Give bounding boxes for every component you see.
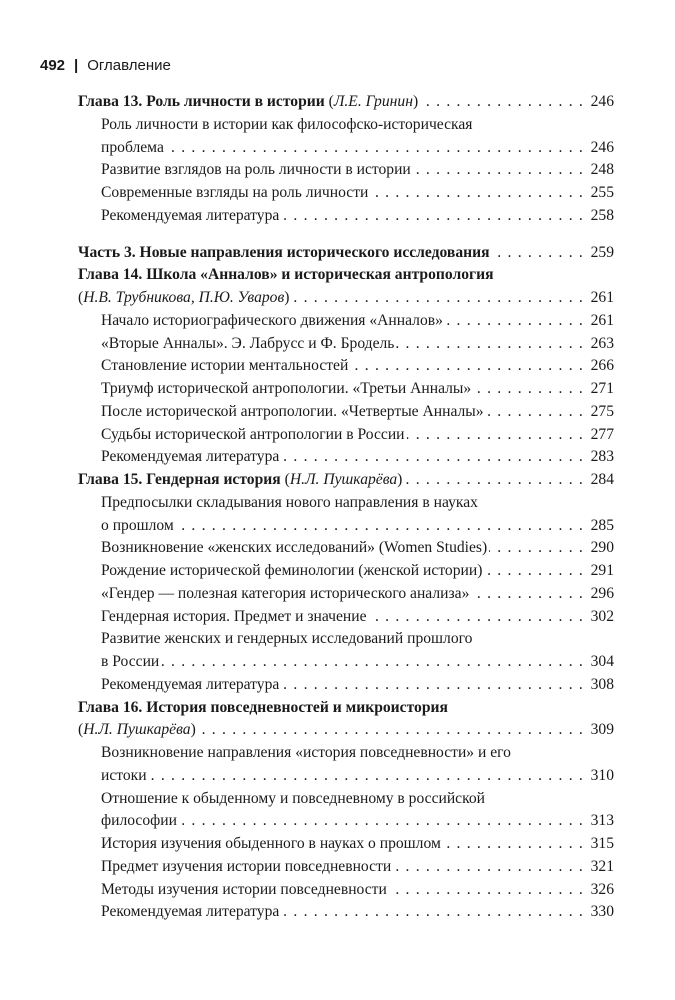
- dot-leader: [350, 355, 584, 378]
- chapter-heading: [78, 91, 418, 114]
- toc-line: [101, 651, 614, 674]
- subsection-title: Возникновение «женских исследований» (Women Studies): [101, 539, 488, 557]
- subsection-title: Роль личности в истории как философско-историческая: [101, 115, 473, 133]
- dot-leader: [489, 537, 584, 560]
- page-number: 330: [590, 903, 614, 921]
- subsection-title: Рекомендуемая литература: [101, 675, 280, 693]
- toc-entry-sub[interactable]: [78, 182, 614, 205]
- dot-leader: [445, 310, 584, 333]
- subsection-title: Триумф исторической антропологии. «Третьи Анналы»: [101, 380, 472, 397]
- toc-entry-sub[interactable]: [78, 537, 614, 560]
- paren: (: [78, 721, 84, 739]
- page-number: 246: [590, 138, 614, 156]
- subsection-title: философии: [101, 812, 177, 830]
- subsection-title: Гендерная история. Предмет и значение: [101, 607, 367, 625]
- page-number: 284: [590, 471, 614, 488]
- toc-line: [101, 378, 614, 401]
- toc-line: [101, 537, 614, 560]
- dot-leader: [393, 856, 584, 879]
- toc-entry-sub[interactable]: [78, 378, 614, 401]
- subsection-title: Рекомендуемая литература: [101, 206, 280, 224]
- dot-leader: [161, 651, 584, 674]
- toc-entry-sub[interactable]: [78, 674, 614, 697]
- chapter-author: Н.В. Трубникова, П.Ю. Уваров: [83, 289, 285, 306]
- paren: (: [284, 471, 290, 488]
- dot-leader: [166, 137, 584, 160]
- toc-line: [78, 91, 614, 114]
- subsection-title: истоки: [101, 766, 147, 784]
- author-group: [78, 289, 289, 306]
- toc-entry-sub[interactable]: [78, 492, 614, 538]
- dot-leader: [281, 446, 584, 469]
- toc-line: [101, 205, 614, 228]
- chapter-title: Глава 14. Школа «Анналов» и историческая антропология: [78, 266, 494, 284]
- toc-entry-sub[interactable]: [78, 628, 614, 674]
- part-title: Часть 3. Новые направления исторического исследования: [78, 243, 490, 261]
- toc-entry-sub[interactable]: [78, 446, 614, 469]
- dot-leader: [389, 879, 584, 902]
- toc-entry-sub[interactable]: [78, 856, 614, 879]
- dot-leader: [407, 424, 584, 447]
- page-number: 290: [590, 539, 614, 557]
- toc-line: [101, 310, 614, 333]
- dot-leader: [443, 833, 584, 856]
- page-number: 263: [590, 334, 614, 352]
- subsection-title: «Вторые Анналы». Э. Лабрусс и Ф. Бродель: [101, 334, 395, 352]
- page-number: 261: [590, 311, 614, 329]
- toc-line: [101, 583, 614, 606]
- chapter-heading: [78, 469, 402, 492]
- subsection-title: «Гендер — полезная категория исторического анализа»: [101, 584, 470, 602]
- page-number: 261: [590, 289, 614, 306]
- subsection-title: о прошлом: [101, 516, 174, 534]
- toc-line: [101, 355, 614, 378]
- page-number: 310: [590, 766, 614, 784]
- running-header: [40, 57, 171, 74]
- toc-entry-sub[interactable]: [78, 901, 614, 924]
- toc-entry-chapter[interactable]: [78, 91, 614, 114]
- subsection-title: Становление истории ментальностей: [101, 357, 349, 375]
- page-number: 304: [590, 653, 614, 670]
- dot-leader: [369, 606, 585, 629]
- dot-leader: [281, 674, 584, 697]
- toc-entry-chapter[interactable]: [78, 469, 614, 492]
- toc-line: [78, 469, 614, 492]
- toc-entry-sub[interactable]: [78, 333, 614, 356]
- toc-entry-sub[interactable]: [78, 159, 614, 182]
- chapter-author-line: [78, 287, 289, 310]
- toc-entry-sub[interactable]: [78, 205, 614, 228]
- toc-line: [78, 697, 614, 720]
- subsection-title: Рекомендуемая литература: [101, 903, 280, 921]
- subsection-title: в России: [101, 653, 160, 670]
- page-number: 283: [590, 448, 614, 466]
- page-number: 248: [590, 161, 614, 179]
- toc-entry-sub[interactable]: [78, 606, 614, 629]
- toc-entry-sub[interactable]: [78, 114, 614, 160]
- dot-leader: [198, 719, 584, 742]
- toc-entry-sub[interactable]: [78, 355, 614, 378]
- toc-line: [101, 788, 614, 811]
- chapter-author-line: [78, 719, 196, 742]
- dot-leader: [484, 560, 584, 583]
- subsection-title: Рождение исторической феминологии (женской истории): [101, 562, 483, 579]
- toc-line: [101, 401, 614, 424]
- dot-leader: [281, 205, 584, 228]
- page-number: 302: [590, 607, 614, 625]
- dot-leader: [486, 401, 584, 424]
- subsection-title: Начало историографического движения «Анналов»: [101, 311, 443, 329]
- toc-line: [101, 606, 614, 629]
- dot-leader: [149, 765, 584, 788]
- chapter-title: Глава 16. История повседневностей и микроистория: [78, 698, 448, 716]
- dot-leader: [404, 469, 584, 492]
- subsection-title: Развитие женских и гендерных исследований прошлого: [101, 630, 473, 648]
- toc-line: [101, 674, 614, 697]
- toc-line: [101, 182, 614, 205]
- toc-line: [78, 719, 614, 742]
- subsection-title: Современные взгляды на роль личности: [101, 184, 369, 201]
- page-number: 258: [590, 206, 614, 224]
- page-number: 266: [590, 357, 614, 375]
- toc-entry-sub[interactable]: [78, 583, 614, 606]
- chapter-author: Л.Е. Гринин: [333, 93, 413, 110]
- dot-leader: [179, 810, 584, 833]
- dot-leader: [492, 242, 584, 265]
- subsection-title: История изучения обыденного в науках о прошлом: [101, 835, 441, 852]
- dot-leader: [176, 515, 584, 538]
- toc-entry-sub[interactable]: [78, 879, 614, 902]
- chapter-author: Н.Л. Пушкарёва: [289, 471, 398, 488]
- toc-line: [101, 159, 614, 182]
- toc-line: [101, 424, 614, 447]
- toc-line: [101, 765, 614, 788]
- subsection-title: Предмет изучения истории повседневности: [101, 857, 392, 875]
- toc-line: [101, 492, 614, 515]
- toc-entry-sub[interactable]: [78, 424, 614, 447]
- toc-entry-sub[interactable]: [78, 742, 614, 788]
- toc-line: [78, 287, 614, 310]
- subsection-title: После исторической антропологии. «Четвертые Анналы»: [101, 402, 484, 420]
- toc-entry-part[interactable]: [78, 242, 614, 265]
- author-group: [329, 93, 419, 110]
- paren: ): [284, 289, 290, 306]
- page-number: 291: [590, 562, 614, 579]
- page-number: 309: [590, 721, 614, 739]
- paren: ): [412, 93, 419, 110]
- dot-leader: [413, 159, 584, 182]
- toc-line: [101, 515, 614, 538]
- subsection-title: Возникновение направления «история повседневности» и его: [101, 744, 511, 761]
- header-separator: |: [74, 57, 79, 74]
- chapter-author: Н.Л. Пушкарёва: [83, 721, 191, 739]
- toc-entry-chapter[interactable]: [78, 697, 614, 743]
- page-number: 313: [590, 812, 614, 830]
- toc-line: [78, 264, 614, 287]
- toc-line: [101, 114, 614, 137]
- page-number: 326: [590, 880, 614, 898]
- subsection-title: Рекомендуемая литература: [101, 448, 280, 466]
- toc-line: [101, 901, 614, 924]
- page-number: 315: [590, 835, 614, 852]
- section-title: Оглавление: [87, 57, 171, 74]
- page-number: 277: [590, 425, 614, 443]
- toc-line: [78, 242, 614, 265]
- toc-entry-sub[interactable]: [78, 401, 614, 424]
- paren: ): [397, 471, 403, 488]
- paren: ): [190, 721, 196, 739]
- chapter-title: Глава 15. Гендерная история: [78, 471, 281, 488]
- page-number: 275: [590, 402, 614, 420]
- dot-leader: [281, 901, 584, 924]
- dot-leader: [471, 583, 584, 606]
- toc-line: [101, 628, 614, 651]
- subsection-title: Отношение к обыденному и повседневному в российской: [101, 789, 486, 807]
- toc-entry-chapter[interactable]: [78, 264, 614, 310]
- paren: (: [78, 289, 84, 306]
- toc-line: [101, 810, 614, 833]
- subsection-title: проблема: [101, 138, 164, 156]
- page-number: 255: [590, 184, 614, 201]
- toc-line: [101, 742, 614, 765]
- subsection-title: Развитие взглядов на роль личности в истории: [101, 161, 411, 179]
- toc-line: [101, 446, 614, 469]
- page-number: 321: [590, 857, 614, 875]
- toc-line: [101, 333, 614, 356]
- chapter-title: Глава 13. Роль личности в истории: [78, 93, 325, 110]
- toc-entry-sub[interactable]: [78, 560, 614, 583]
- toc-line: [101, 833, 614, 856]
- toc-line: [101, 879, 614, 902]
- toc-entry-sub[interactable]: [78, 788, 614, 834]
- table-of-contents: [78, 91, 614, 924]
- page-number: 492: [40, 57, 66, 74]
- subsection-title: Предпосылки складывания нового направления в науках: [101, 493, 478, 511]
- page-number: 246: [590, 93, 614, 110]
- dot-leader: [370, 182, 584, 205]
- paren: (: [328, 93, 334, 110]
- page-number: 285: [590, 516, 614, 534]
- dot-leader: [291, 287, 584, 310]
- subsection-title: Методы изучения истории повседневности: [101, 880, 387, 898]
- toc-line: [101, 560, 614, 583]
- dot-leader: [420, 91, 584, 114]
- page-number: 308: [590, 675, 614, 693]
- dot-leader: [396, 333, 584, 356]
- author-group: [78, 721, 196, 738]
- page-number: 271: [590, 380, 614, 397]
- toc-line: [101, 856, 614, 879]
- subsection-title: Судьбы исторической антропологии в России: [101, 425, 405, 443]
- author-group: [285, 471, 403, 488]
- dot-leader: [473, 378, 584, 401]
- page-number: 296: [590, 584, 614, 602]
- toc-entry-sub[interactable]: [78, 310, 614, 333]
- toc-line: [101, 137, 614, 160]
- page-number: 259: [590, 243, 614, 261]
- toc-entry-sub[interactable]: [78, 833, 614, 856]
